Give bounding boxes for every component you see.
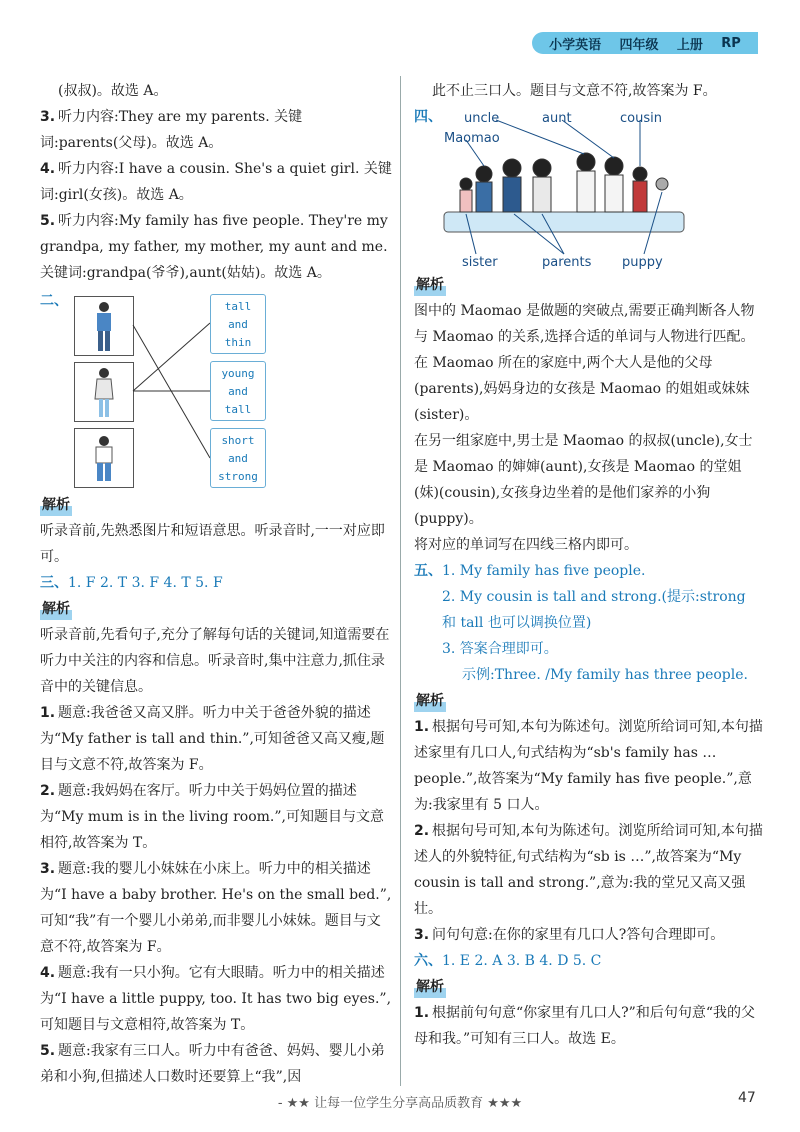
answer-item: 4. 题意:我有一只小狗。它有大眼睛。听力中的相关描述为“I have a little puppy, too. It has two big eyes.”,可知题目与文意相符,故答案为 T。 bbox=[40, 965, 392, 1033]
analysis-label: 解析 bbox=[40, 598, 72, 620]
family-picture bbox=[414, 104, 764, 272]
phrase-card: young and tall bbox=[210, 361, 266, 421]
footer-slogan: - ★★ 让每一位学生分享高品质教育 ★★★ bbox=[277, 1096, 523, 1111]
answer-line: 五、1. My family has five people. bbox=[414, 563, 646, 579]
answer-item: 3. 题意:我的婴儿小妹妹在小床上。听力中的相关描述为“I have a baby brother. He's on the small bed.”,可知“我”有一个婴儿小弟弟,而非婴儿小妹妹。题目与文意不符,故答案为 F。 bbox=[40, 861, 392, 955]
answer-item: 5. 听力内容:My family has five people. They're my grandpa, my father, my mother, my aunt and me. 关键词:grandpa(爷爷),aunt(姑姑)。故选 A。 bbox=[40, 213, 388, 281]
answer-item: 5. 题意:我家有三口人。听力中有爸爸、妈妈、婴儿小弟弟和小狗,但描述人口数时还要算上“我”,因 bbox=[40, 1043, 385, 1085]
text-line: (叔叔)。故选 A。 bbox=[58, 83, 168, 99]
badge-edition: RP bbox=[721, 35, 741, 51]
label-puppy: puppy bbox=[622, 255, 663, 270]
section-number: 二、 bbox=[40, 293, 68, 309]
label-aunt: aunt bbox=[542, 111, 572, 126]
analysis-text: 将对应的单词写在四线三格内即可。 bbox=[414, 537, 638, 553]
analysis-text: 在另一组家庭中,男士是 Maomao 的叔叔(uncle),女士是 Maomao 的婶婶(aunt),女孩是 Maomao 的堂姐(妹)(cousin),女孩身边坐着的是他们家养的小狗(puppy)。 bbox=[414, 433, 753, 527]
answer-item: 3. 问句句意:在你的家里有几口人?答句合理即可。 bbox=[414, 927, 725, 943]
answer-line: 2. My cousin is tall and strong.(提示:strong 和 tall 也可以调换位置) bbox=[442, 589, 746, 631]
label-cousin: cousin bbox=[620, 111, 662, 126]
label-uncle: uncle bbox=[464, 111, 500, 126]
analysis-text: 听录音前,先看句子,充分了解每句话的关键词,知道需要在听力中关注的内容和信息。听录音时,集中注意力,抓住录音中的关键信息。 bbox=[40, 627, 390, 695]
analysis-text: 图中的 Maomao 是做题的突破点,需要正确判断各人物与 Maomao 的关系,选择合适的单词与人物进行匹配。 bbox=[414, 303, 755, 345]
analysis-label: 解析 bbox=[414, 690, 446, 712]
left-column bbox=[40, 78, 392, 1090]
page-number: 47 bbox=[738, 1090, 756, 1106]
answer-item: 2. 根据句号可知,本句为陈述句。浏览所给词可知,本句描述人的外貌特征,句式结构为“sb is …”,故答案为“My cousin is tall and strong.”,意为:我的堂兄又高又强壮。 bbox=[414, 823, 763, 917]
answer-item: 1. 根据前句句意“你家里有几口人?”和后句句意“我的父母和我。”可知有三口人。故选 E。 bbox=[414, 1005, 755, 1047]
column-divider bbox=[400, 76, 401, 1086]
phrase-card: tall and thin bbox=[210, 294, 266, 354]
label-parents: parents bbox=[542, 255, 592, 270]
badge-subject: 小学英语 bbox=[549, 37, 602, 53]
answer-line: 3. 答案合理即可。 bbox=[442, 641, 558, 657]
label-sister: sister bbox=[462, 255, 498, 270]
answer-item: 1. 根据句号可知,本句为陈述句。浏览所给词可知,本句描述家里有几口人,句式结构为“sb's family has … people.”,故答案为“My family has five people.”,意为:我家里有 5 口人。 bbox=[414, 719, 763, 813]
analysis-label: 解析 bbox=[414, 976, 446, 998]
answer-line: 六、1. E 2. A 3. B 4. D 5. C bbox=[414, 953, 602, 969]
analysis-label: 解析 bbox=[40, 494, 72, 516]
analysis-text: 听录音前,先熟悉图片和短语意思。听录音时,一一对应即可。 bbox=[40, 523, 385, 565]
analysis-text: 在 Maomao 所在的家庭中,两个大人是他的父母(parents),妈妈身边的女孩是 Maomao 的姐姐或妹妹(sister)。 bbox=[414, 355, 750, 423]
answer-item: 3. 听力内容:They are my parents. 关键词:parents(父母)。故选 A。 bbox=[40, 109, 303, 151]
badge-volume: 上册 bbox=[676, 37, 703, 53]
answer-line: 三、1. F 2. T 3. F 4. T 5. F bbox=[40, 575, 223, 591]
section-number: 四、 bbox=[414, 109, 442, 125]
text-line: 此不止三口人。题目与文意不符,故答案为 F。 bbox=[432, 83, 717, 99]
badge-grade: 四年级 bbox=[619, 37, 659, 53]
matching-exercise bbox=[40, 288, 392, 488]
answer-example: 示例:Three. /My family has three people. bbox=[462, 667, 748, 683]
answer-item: 1. 题意:我爸爸又高又胖。听力中关于爸爸外貌的描述为“My father is tall and thin.”,可知爸爸又高又瘦,题目与文意不符,故答案为 F。 bbox=[40, 705, 385, 773]
answer-item: 2. 题意:我妈妈在客厅。听力中关于妈妈位置的描述为“My mum is in the living room.”,可知题目与文意相符,故答案为 T。 bbox=[40, 783, 384, 851]
analysis-label: 解析 bbox=[414, 274, 446, 296]
right-column bbox=[414, 78, 764, 1052]
answer-item: 4. 听力内容:I have a cousin. She's a quiet girl. 关键词:girl(女孩)。故选 A。 bbox=[40, 161, 392, 203]
book-badge bbox=[532, 32, 758, 54]
phrase-card: short and strong bbox=[210, 428, 266, 488]
label-maomao: Maomao bbox=[444, 131, 500, 146]
